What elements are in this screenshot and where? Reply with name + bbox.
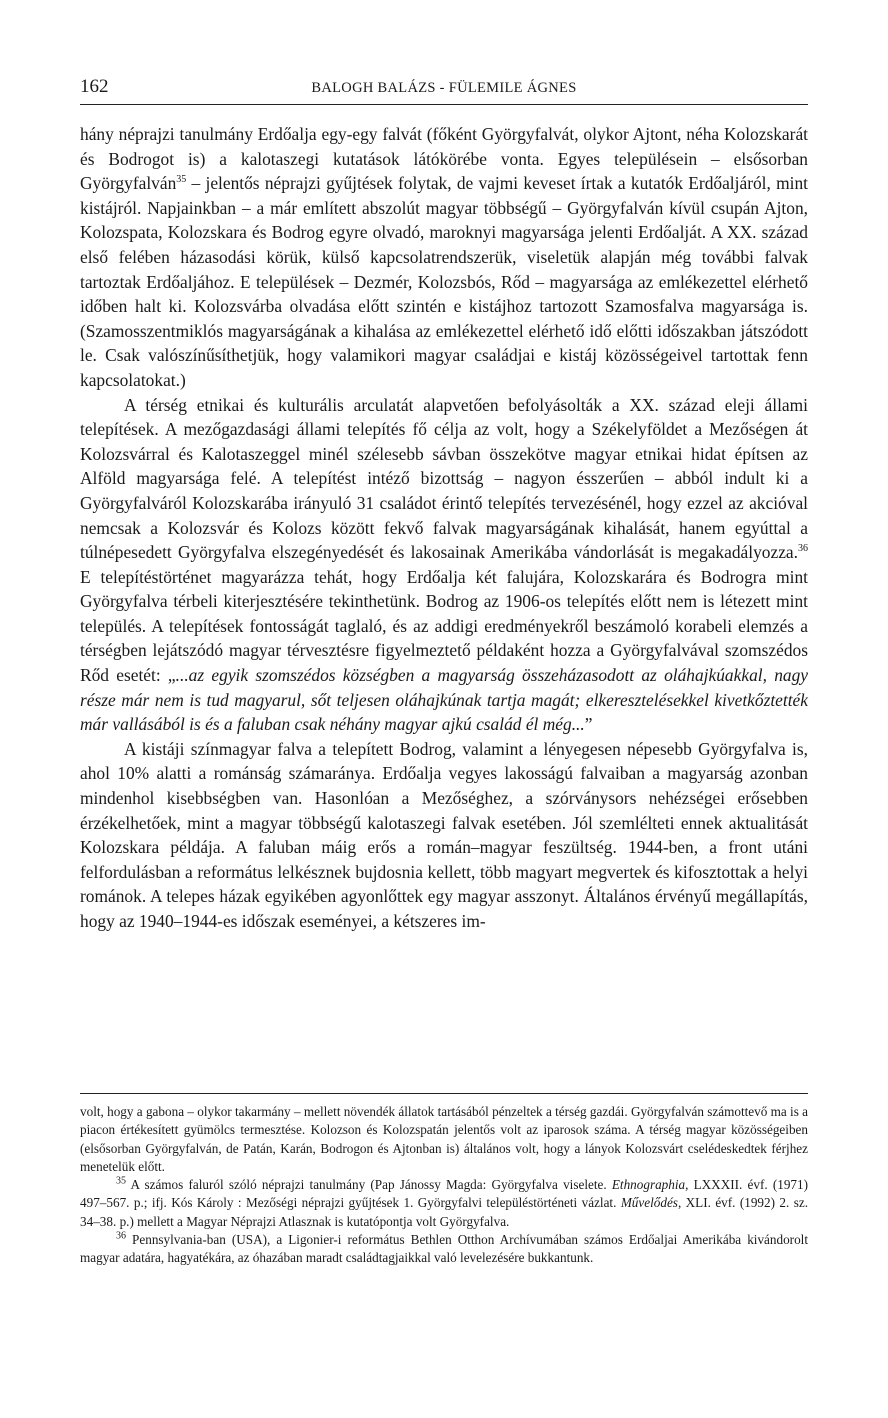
footnote-ref-35: 35 xyxy=(176,174,187,186)
running-head-authors: BALOGH BALÁZS - FÜLEMILE ÁGNES xyxy=(311,80,577,96)
footnote-35-text-a: A számos faluról szóló néprajzi tanulmány (Pap Jánossy Magda: Györgyfalva viselete. xyxy=(126,1177,612,1193)
footnote-ref-36: 36 xyxy=(798,543,808,555)
footnote-36 xyxy=(80,1231,808,1268)
paragraph-1-text: hány néprajzi tanulmány Erdőalja egy-egy falvát (főként Györgyfalvát, olykor Ajtont, néha Kolozskarát és Bodrogot is) a kalotaszegi kutatások látókörébe vonta. Egyes településein – elsősorban Györgyfalván xyxy=(80,124,808,194)
page-number: 162 xyxy=(80,76,109,97)
main-text xyxy=(80,122,808,934)
footnote-continuation: volt, hogy a gabona – olykor takarmány – mellett növendék állatok tartásából pénzeltek a térség gazdái. Györgyfalván számottevő ma is a piacon értékesített gyümölcs termesztése. Kolozson és Kolozspatán jelentős volt az iparosok száma. A térség magyar közösségeiben (elsősorban Györgyfalván, de Patán, Karán, Bodrogon és Ajtonban is) általános volt, hogy a lányok Kolozsvárt cselédeskedtek férjhez menetelük előtt. xyxy=(80,1104,808,1174)
paragraph-1 xyxy=(80,122,808,393)
footnote-35-text-c: , XLI. évf. (1992) 2. sz. 34–38. p.) mellett a Magyar Néprajzi Atlasznak is kutatópontja volt Györgyfalva. xyxy=(80,1195,808,1229)
quotation-close: ” xyxy=(584,714,593,735)
footnote-35-number: 35 xyxy=(116,1175,126,1187)
footnote-35-journal-1: Ethnographia xyxy=(611,1177,686,1193)
paragraph-2 xyxy=(80,393,808,737)
paragraph-2-text-cont: E telepítéstörténet magyarázza tehát, hogy Erdőalja két falujára, Kolozskarára és Bodrogra mint Györgyfalva térbeli kiterjesztésére tekinthetünk. Bodrog az 1906-os telepítés előtt nem is létezett mint település. A telepítések fontosságát taglaló, és az addigi eredményekről beszámoló korabeli elemzés a térségben lejátszódó magyar térvesztésre figyelmeztető példaként hozza a Györgyfalvával szomszédos Rőd esetét: „ xyxy=(80,566,808,686)
paragraph-1-text-cont: – jelentős néprajzi gyűjtések folytak, de vajmi keveset írtak a kutatók Erdőaljáról, mint kistájról. Napjainkban – a már említett abszolút magyar többségű – Györgyfalván kívül csupán Ajton, Kolozspata, Kolozskara és Bodrog egyre olvadó, maroknyi magyarsága jelenti Erdőalját. A XX. század első felében házasodási körük, külső kapcsolatrendszerük, viseletük alapján még további falvak tartoztak Erdőaljához. E települések – Dezmér, Kolozsbós, Rőd – magyarsága az emlékezettel elérhető időben halt ki. Kolozsvárba olvadása előtt szintén e kistájhoz tartozott Szamosfalva magyarsága is. (Szamosszentmiklós magyarságának a kihalása az emlékezettel elérhető idő előtti időszakban játszódott le. Csak valószínűsíthetjük, hogy valamikori magyar családjai e kistáj közösségeivel tartottak fenn kapcsolatokat.) xyxy=(80,173,808,390)
paragraph-3-text: A kistáji színmagyar falva a telepített Bodrog, valamint a lényegesen népesebb Györgyfalva is, ahol 10% alatti a románság számaránya. Erdőalja vegyes lakosságú falvaiban a magyarság azonban mindenhol kisebbségben van. Hasonlóan a Mezőséghez, a szórványsors nehézségei erősebben érzékelhetőek, mint a magyar többségű kalotaszegi falvak esetében. Jól szemlélteti ennek aktualitását Kolozskara példája. A faluban máig erős a román–magyar feszültség. 1944-ben, a front utáni felfordulásban a református lelkésznek bujdosnia kellett, több magyart megvertek és kifosztottak a helyi románok. A telepes házak egyikében agyonlőttek egy magyar asszonyt. Általános érvényű megállapítás, hogy az 1940–1944-es időszak eseményei, a kétszeres im- xyxy=(80,738,808,931)
paragraph-3 xyxy=(80,737,808,934)
footnote-36-number: 36 xyxy=(116,1230,126,1242)
footnote-divider xyxy=(80,1093,808,1094)
footnote-35-journal-2: Művelődés xyxy=(620,1195,678,1211)
paragraph-2-text: A térség etnikai és kulturális arculatát alapvetően befolyásolták a XX. század eleji állami telepítések. A mezőgazdasági állami telepítés fő célja az volt, hogy a Székelyföldet a Mezőségen át Kolozsvárral és Kalotaszeggel minél szélesebb sávban összekötve magyar etnikai hidat építsen az Alföld magyarsága felé. A telepítést intéző bizottság – nagyon ésszerűen – abból indult ki a Györgyfalváról Kolozskarába irányuló 31 családot érintő telepítés tervezésénél, hogy ezzel az akcióval nemcsak a Kolozsvár és Kolozs között fekvő falvak magyarságának kihalását, hanem egyúttal a túlnépesedett Györgyfalva elszegényedését és lakosainak Amerikába vándorlását is megakadályozza. xyxy=(80,394,808,563)
footnote-35 xyxy=(80,1176,808,1231)
footnote-35-text-b: , LXXXII. évf. (1971) 497–567. p.; ifj. Kós Károly : Mezőségi néprajzi gyűjtések 1. Györgyfalvi településtörténeti vázlat. xyxy=(80,1177,808,1211)
footnote-36-text: Pennsylvania-ban (USA), a Ligonier-i református Bethlen Otthon Archívumában számos Erdőaljai Amerikába kivándorolt magyar adatára, hagyatékára, az óhazában maradt családtagjaikkal való levelezésére bukkantunk. xyxy=(80,1232,808,1266)
running-header xyxy=(80,76,808,105)
quotation: ...az egyik szomszédos községben a magyarság összeházasodott az oláhajkúakkal, nagy része már nem is tud magyarul, sőt teljesen oláhajkúnak tartja magát; elkeresztelésekkel kivetkőztették már vallásából is és a faluban csak néhány magyar ajkú család él még... xyxy=(80,665,808,735)
footnotes xyxy=(80,1103,808,1268)
